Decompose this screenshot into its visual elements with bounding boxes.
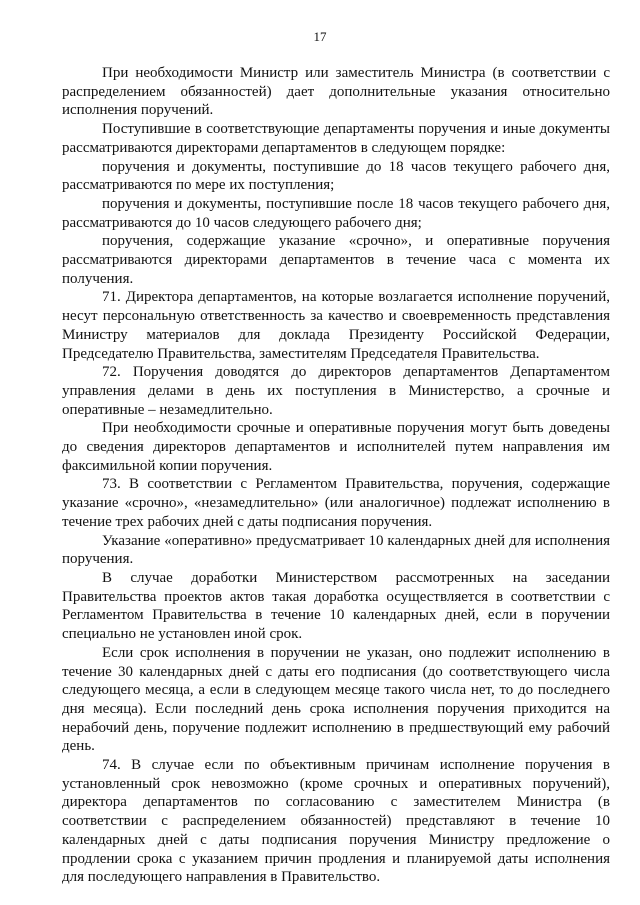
paragraph-item-71: 71. Директора департаментов, на которые возлагается исполнение поручений, несут персональную ответственность за качество и своевременность представления Министру материалов для доклада Президенту Российской Федерации, Председателю Правительства, заместителям Председателя Правительства. bbox=[62, 289, 610, 362]
document-body bbox=[62, 64, 610, 887]
paragraph: При необходимости срочные и оперативные поручения могут быть доведены до сведения директоров департаментов и исполнителей путем направления им факсимильной копии поручения. bbox=[62, 420, 610, 474]
page-number: 17 bbox=[313, 29, 327, 44]
paragraph: В случае доработки Министерством рассмотренных на заседании Правительства проектов актов такая доработка осуществляется в соответствии с Регламентом Правительства в течение 10 календарных дней, если в поручении специально не установлен иной срок. bbox=[62, 569, 610, 643]
paragraph: Поступившие в соответствующие департаменты поручения и иные документы рассматриваются директорами департаментов в следующем порядке: bbox=[62, 121, 610, 156]
paragraph-item-74: 74. В случае если по объективным причинам исполнение поручения в установленный срок невозможно (кроме срочных и оперативных поручений), директора департаментов по согласованию с заместителем Министра (в соответствии с распределением обязанностей) представляют в течение 10 календарных дней с даты подписания поручения Министру предложение о продлении срока с указанием причин продления и планируемой даты исполнения для последующего направления в Правительство. bbox=[62, 757, 610, 886]
paragraph: При необходимости Министр или заместитель Министра (в соответствии с распределением обязанностей) дает дополнительные указания относительно исполнения поручений. bbox=[62, 65, 610, 119]
paragraph: поручения и документы, поступившие после 18 часов текущего рабочего дня, рассматриваются до 10 часов следующего рабочего дня; bbox=[62, 195, 610, 231]
paragraph: Указание «оперативно» предусматривает 10 календарных дней для исполнения поручения. bbox=[62, 532, 610, 568]
paragraph-item-72: 72. Поручения доводятся до директоров департаментов Департаментом управления делами в день их поступления в Министерство, а срочные и оперативные – незамедлительно. bbox=[62, 364, 610, 418]
paragraph: Если срок исполнения в поручении не указан, оно подлежит исполнению в течение 30 календарных дней с даты его подписания (до соответствующего числа следующего месяца, а если в следующем месяце такого числа нет, то до последнего дня месяца). Если последний день срока исполнения поручения приходится на нерабочий день, поручение подлежит исполнению в предшествующий ему рабочий день. bbox=[62, 644, 610, 755]
paragraph: поручения и документы, поступившие до 18 часов текущего рабочего дня, рассматриваются по мере их поступления; bbox=[62, 158, 610, 194]
paragraph: поручения, содержащие указание «срочно», и оперативные поручения рассматриваются директорами департаментов в течение часа с момента их получения. bbox=[62, 233, 610, 287]
paragraph-item-73: 73. В соответствии с Регламентом Правительства, поручения, содержащие указание «срочно», «незамедлительно» (или аналогичное) подлежат исполнению в течение трех рабочих дней с даты подписания поручения. bbox=[62, 476, 610, 530]
